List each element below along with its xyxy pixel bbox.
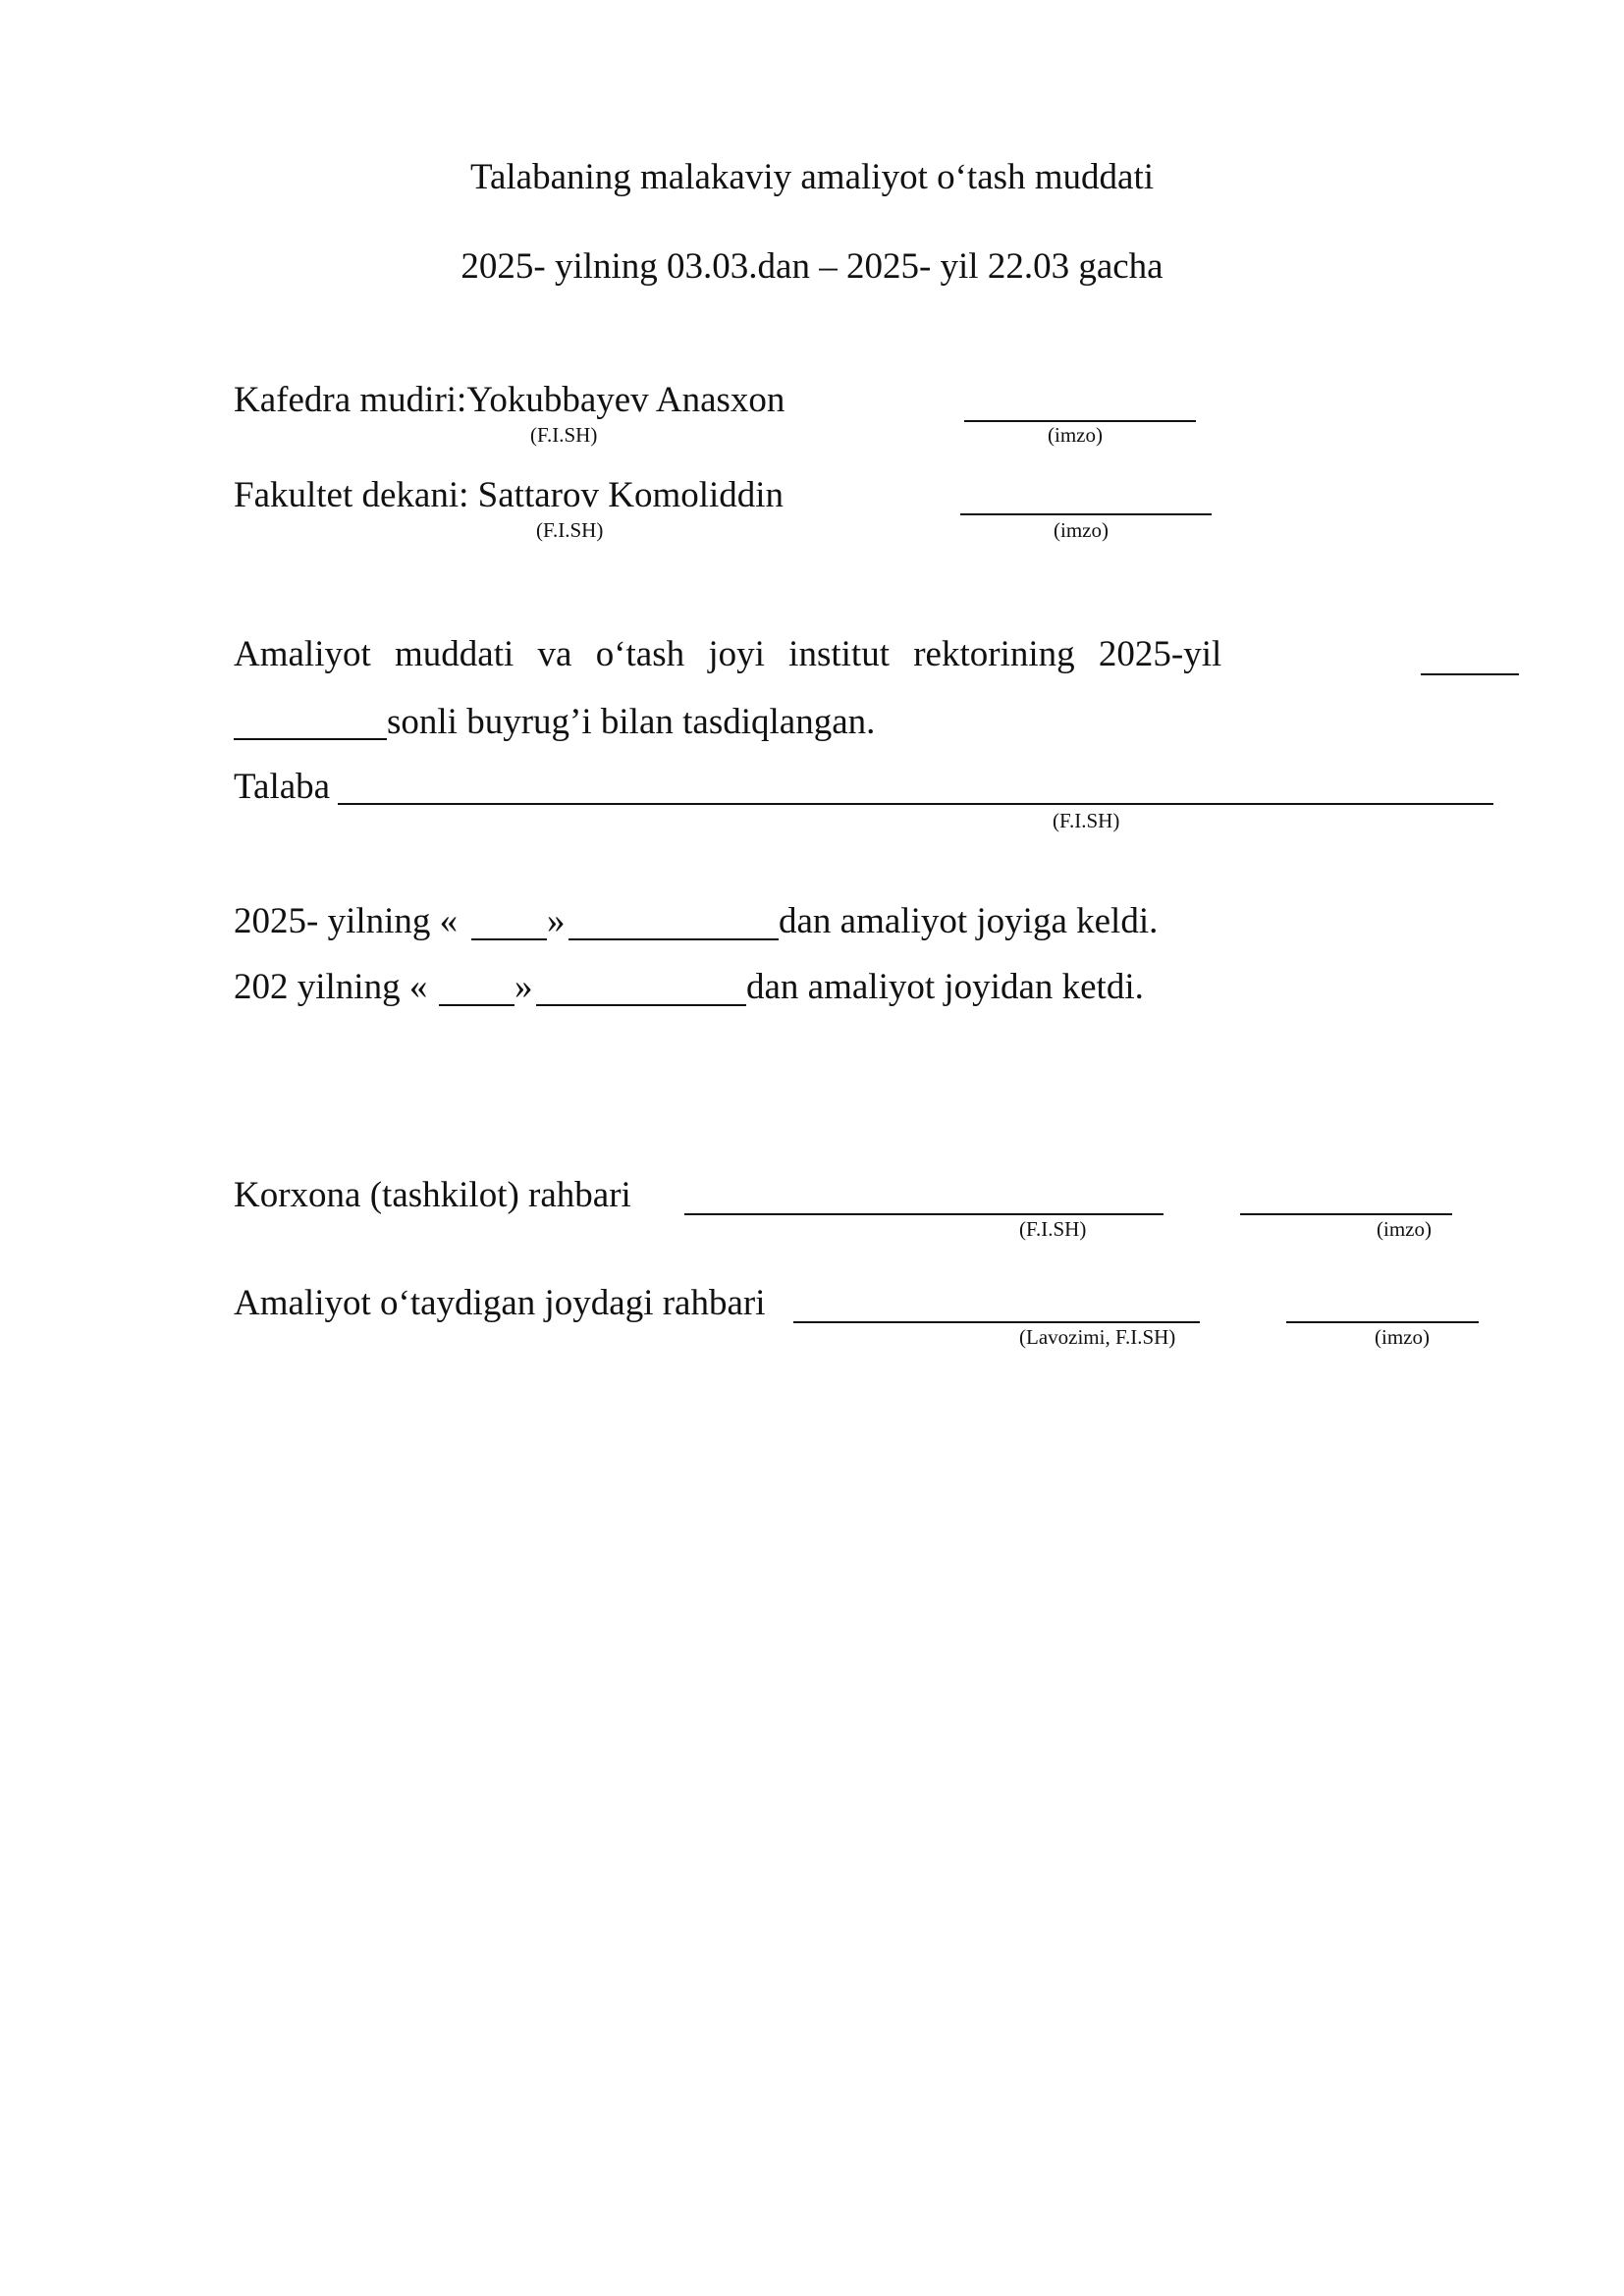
order-statement-line1: Amaliyot muddati va o‘tash joyi institut rektorining 2025-yil	[234, 634, 1222, 674]
department-head-name-caption: (F.I.SH)	[530, 423, 598, 447]
site-head-label: Amaliyot o‘taydigan joydagi rahbari	[234, 1283, 766, 1323]
company-head-label: Korxona (tashkilot) rahbari	[234, 1175, 631, 1215]
practice-period: 2025- yilning 03.03.dan – 2025- yil 22.03 gacha	[460, 246, 1164, 287]
order-number-blank[interactable]	[234, 738, 387, 740]
site-head-name-caption: (Lavozimi, F.I.SH)	[1019, 1325, 1176, 1349]
department-head-label: Kafedra mudiri:Yokubbayev Anasxon	[234, 380, 785, 420]
company-head-name-line[interactable]	[684, 1213, 1164, 1215]
departure-prefix: 202 yilning «	[234, 967, 428, 1007]
order-date-blank[interactable]	[1421, 673, 1519, 675]
departure-quote-close: »	[514, 967, 533, 1007]
departure-day-blank[interactable]	[439, 1004, 514, 1006]
arrival-prefix: 2025- yilning «	[234, 901, 459, 941]
company-head-signature-line[interactable]	[1240, 1213, 1452, 1215]
student-label: Talaba	[234, 767, 331, 807]
order-statement-line2: sonli buyrug’i bilan tasdiqlangan.	[387, 702, 876, 742]
dean-name-caption: (F.I.SH)	[536, 518, 604, 542]
departure-suffix: dan amaliyot joyidan ketdi.	[746, 967, 1144, 1007]
arrival-month-blank[interactable]	[568, 938, 779, 940]
student-name-line[interactable]	[338, 803, 1493, 805]
dean-signature-caption: (imzo)	[1054, 518, 1109, 542]
department-head-signature-line[interactable]	[964, 420, 1196, 422]
arrival-day-blank[interactable]	[471, 938, 547, 940]
arrival-quote-close: »	[547, 901, 566, 941]
dean-signature-line[interactable]	[960, 513, 1212, 515]
site-head-signature-line[interactable]	[1286, 1321, 1479, 1323]
site-head-name-line[interactable]	[793, 1321, 1200, 1323]
departure-month-blank[interactable]	[536, 1004, 746, 1006]
department-head-signature-caption: (imzo)	[1048, 423, 1103, 447]
company-head-signature-caption: (imzo)	[1377, 1217, 1432, 1241]
document-title: Talabaning malakaviy amaliyot o‘tash muddati	[469, 157, 1155, 197]
dean-label: Fakultet dekani: Sattarov Komoliddin	[234, 475, 785, 515]
student-name-caption: (F.I.SH)	[1053, 809, 1120, 832]
site-head-signature-caption: (imzo)	[1375, 1325, 1430, 1349]
company-head-name-caption: (F.I.SH)	[1019, 1217, 1087, 1241]
arrival-suffix: dan amaliyot joyiga keldi.	[779, 901, 1159, 941]
